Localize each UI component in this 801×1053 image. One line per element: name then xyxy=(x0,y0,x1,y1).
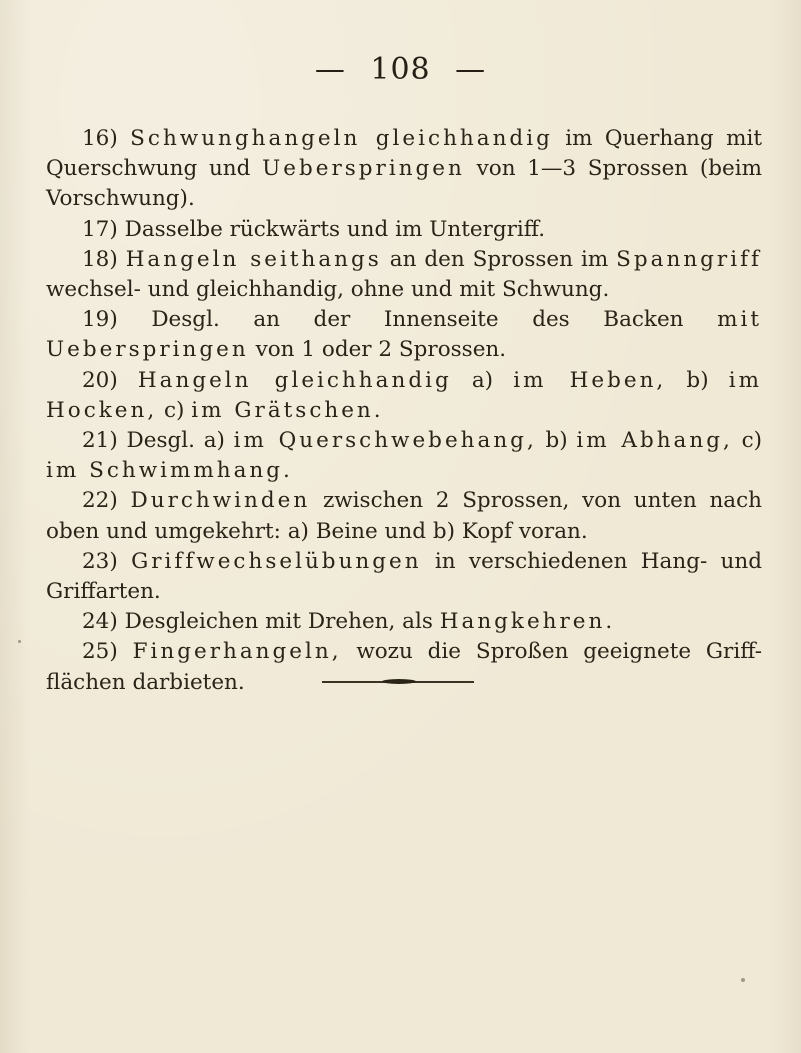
exercise-text: an den Sprossen im xyxy=(381,246,617,272)
exercise-number: 17) xyxy=(82,216,118,242)
header-dash-left: — xyxy=(314,52,346,87)
header-dash-right: — xyxy=(455,52,487,87)
exercise-text: Desgleichen mit Drehen, als xyxy=(124,609,440,635)
emphasized-term: Fingerhangeln, xyxy=(132,639,342,665)
exercise-text: a) xyxy=(451,367,514,393)
divider-swell xyxy=(382,679,416,684)
exercise-item xyxy=(46,607,762,637)
page-number: 108 xyxy=(370,52,431,87)
exercise-number: 25) xyxy=(82,639,118,665)
exercise-text: c) xyxy=(157,397,192,423)
exercise-text: Desgl. an der Innenseite des Backen xyxy=(151,307,718,333)
section-divider-ornament xyxy=(322,678,474,686)
exercise-item xyxy=(46,245,762,305)
exercise-number: 19) xyxy=(82,307,118,333)
exercise-text: in verschiedenen Hang- und Griffarten. xyxy=(46,548,762,605)
emphasized-term: im Grätschen. xyxy=(191,397,384,423)
emphasized-term: Griffwechselübungen xyxy=(131,548,422,574)
exercise-number: 23) xyxy=(82,548,118,574)
exercise-number: 24) xyxy=(82,609,118,635)
exercise-text: wozu die Sproßen geeignete Griff-flächen darbieten. xyxy=(46,639,762,695)
emphasized-term: im Querschwebehang, xyxy=(233,428,537,454)
emphasized-term: im Hocken, xyxy=(46,367,762,423)
exercise-list xyxy=(46,124,762,698)
exercise-number: 20) xyxy=(82,367,118,393)
exercise-item xyxy=(46,637,762,697)
emphasized-term: Spanngriff xyxy=(616,246,762,272)
exercise-text: b) xyxy=(536,428,577,454)
emphasized-term: mit Ueberspringen xyxy=(46,307,762,363)
exercise-item xyxy=(46,426,762,486)
exercise-item xyxy=(46,547,762,607)
exercise-number: 16) xyxy=(82,126,118,151)
emphasized-term: Durchwinden xyxy=(130,488,311,514)
paper-speck xyxy=(741,978,745,982)
exercise-number: 22) xyxy=(82,488,118,514)
exercise-text: von 1—3 Sprossen (beim Vorschwung). xyxy=(46,156,763,212)
exercise-text: Desgl. a) xyxy=(126,428,234,454)
exercise-text: Dasselbe rückwärts und im Untergriff. xyxy=(124,216,546,242)
exercise-text: im Querhang mit Querschwung und xyxy=(46,126,762,182)
exercise-item xyxy=(46,124,762,215)
exercise-text: von 1 oder 2 Sprossen. xyxy=(248,337,507,363)
exercise-text: c) xyxy=(732,428,762,454)
emphasized-term: im Schwimmhang. xyxy=(46,458,293,484)
emphasized-term: Hangeln seithangs xyxy=(125,246,382,272)
exercise-item xyxy=(46,305,762,365)
exercise-text: wechsel- und gleichhandig, ohne und mit Schwung. xyxy=(46,277,610,303)
exercise-item xyxy=(46,366,762,426)
emphasized-term: im Heben, xyxy=(513,367,667,393)
exercise-number: 18) xyxy=(82,246,118,272)
emphasized-term: Schwunghangeln gleichhandig xyxy=(130,126,553,151)
exercise-text: b) xyxy=(666,367,729,393)
emphasized-term: Hangkehren. xyxy=(439,609,616,635)
exercise-text: zwischen 2 Sprossen, von unten nach oben und umgekehrt: a) Beine und b) Kopf voran. xyxy=(46,488,762,544)
exercise-item xyxy=(46,215,762,245)
paper-speck xyxy=(18,640,21,643)
exercise-number: 21) xyxy=(82,428,118,454)
emphasized-term: Ueberspringen xyxy=(262,156,465,182)
emphasized-term: Hangeln gleichhandig xyxy=(137,367,452,393)
emphasized-term: im Abhang, xyxy=(576,428,733,454)
exercise-item xyxy=(46,486,762,546)
page-header xyxy=(0,52,801,87)
